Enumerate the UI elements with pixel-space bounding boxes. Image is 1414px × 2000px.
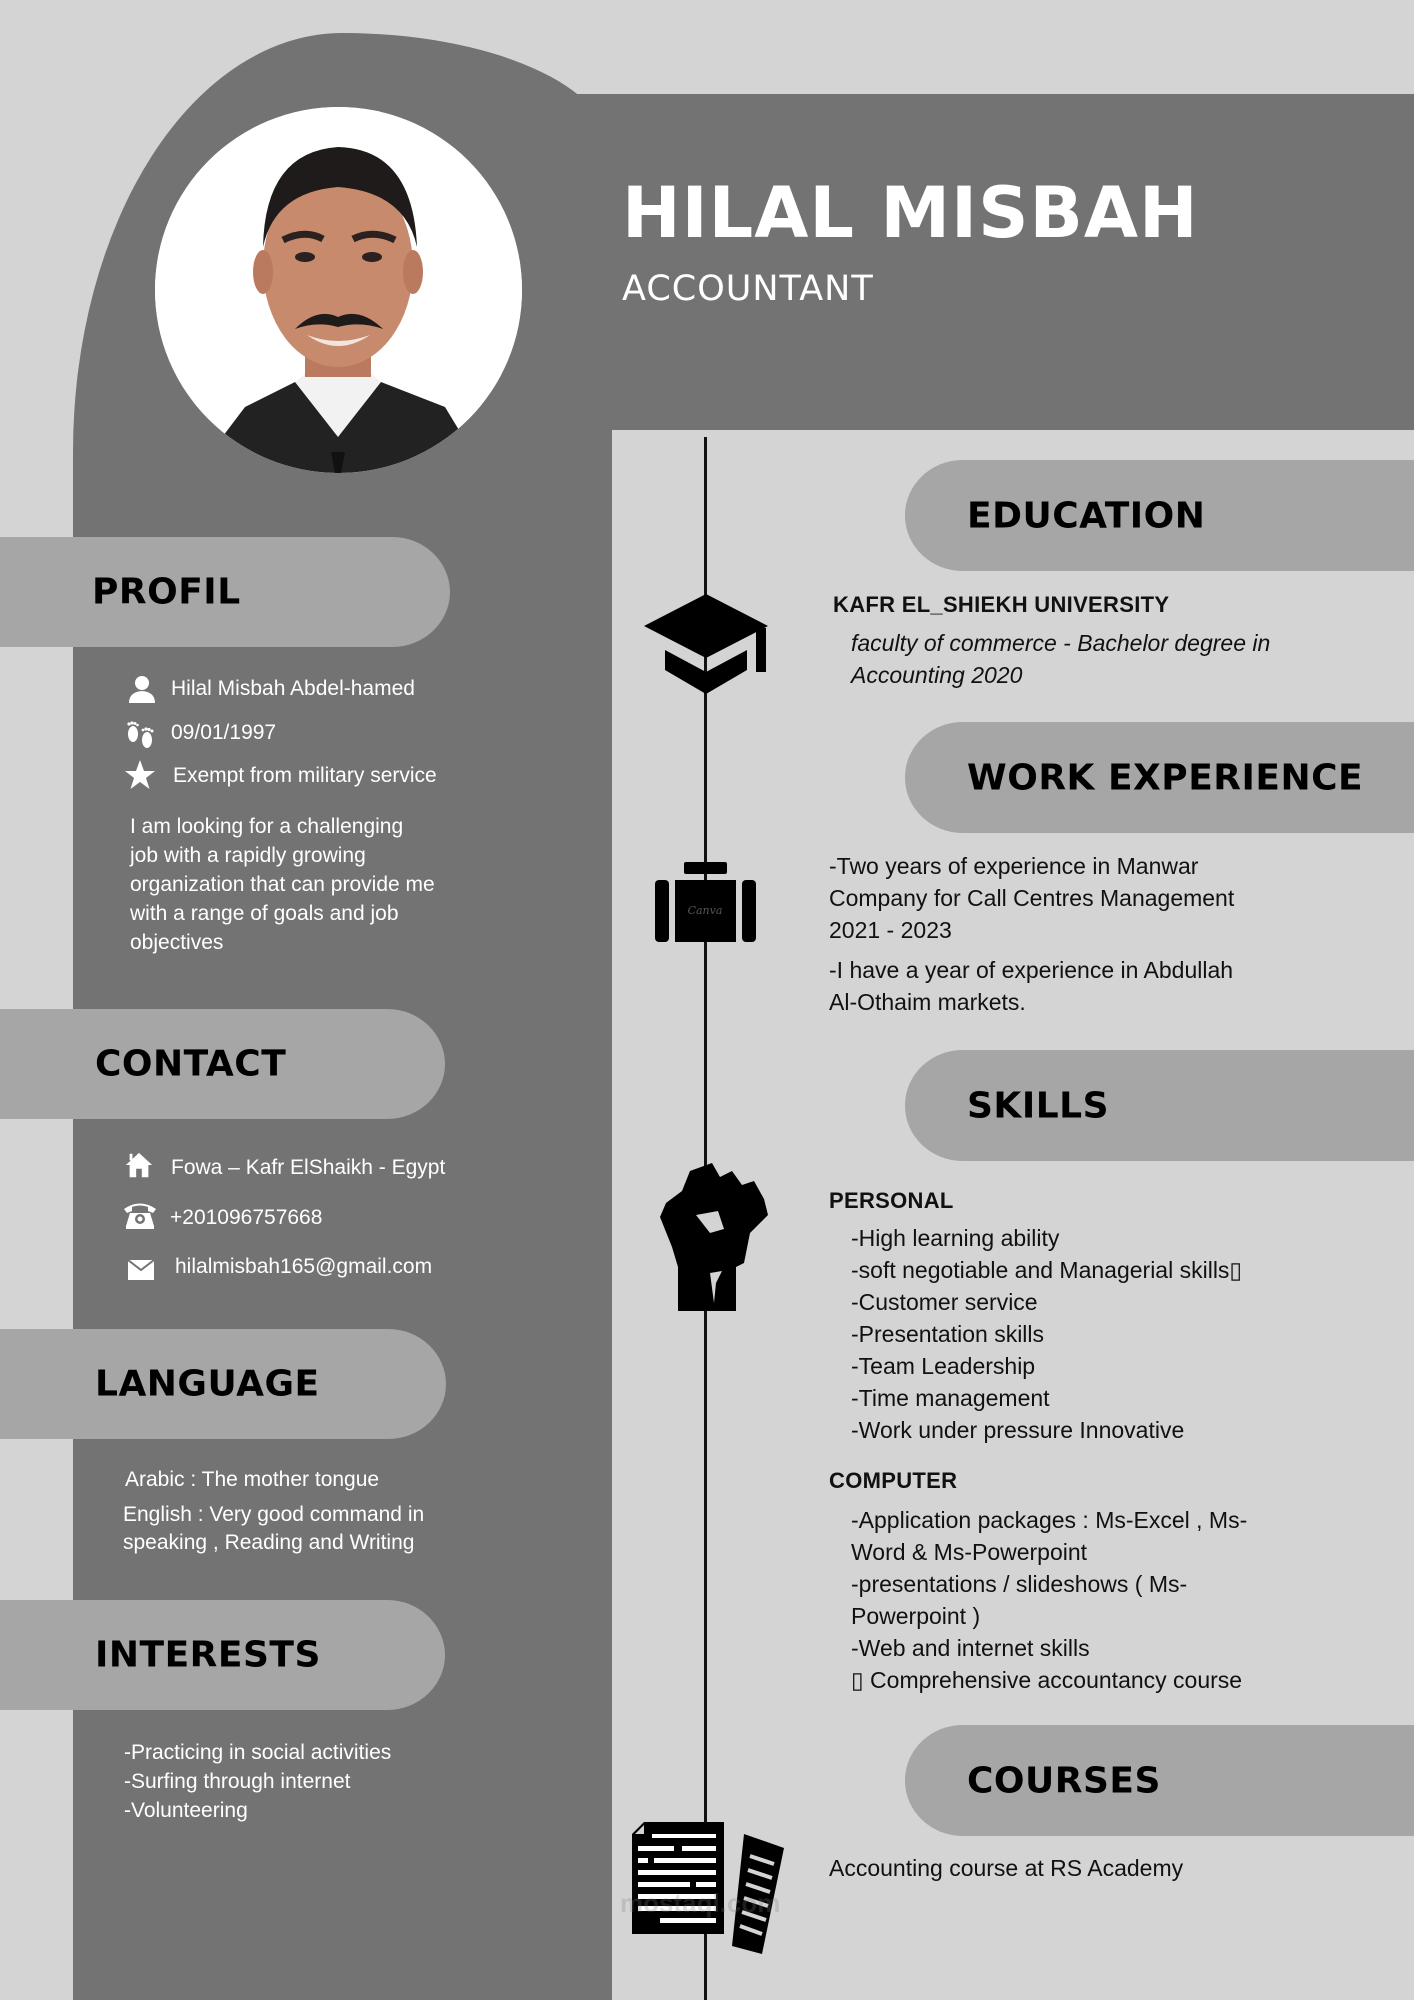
- home-icon: [124, 1150, 154, 1180]
- personal-skills-list: [851, 1222, 1242, 1446]
- section-title: INTERESTS: [95, 1634, 321, 1676]
- skill-item: -soft negotiable and Managerial skills▯: [851, 1257, 1243, 1283]
- section-header-language: [0, 1329, 446, 1439]
- skill-item: -Web and internet skills: [851, 1635, 1090, 1661]
- interest-item: -Practicing in social activities: [124, 1741, 392, 1764]
- job-title: ACCOUNTANT: [622, 269, 874, 309]
- envelope-icon: [128, 1258, 154, 1280]
- skill-item: -High learning ability: [851, 1225, 1060, 1251]
- svg-text:Canva: Canva: [687, 904, 723, 917]
- email-address: hilalmisbah165@gmail.com: [175, 1255, 433, 1278]
- section-title: WORK EXPERIENCE: [967, 757, 1364, 798]
- skill-item: -Customer service: [851, 1289, 1038, 1315]
- section-title: PROFIL: [92, 571, 241, 613]
- profile-summary: I am looking for a challenging job with a rapidly growing organization that can provide me with a range of goals and job objectives: [130, 815, 435, 954]
- skill-item: -Team Leadership: [851, 1353, 1036, 1379]
- profile-photo: [155, 107, 522, 473]
- graduation-cap-icon: [642, 592, 770, 698]
- skill-item: -Application packages : Ms-Excel , Ms-: [851, 1507, 1248, 1533]
- footprints-icon: [124, 718, 156, 750]
- skills-computer-heading: COMPUTER: [829, 1468, 958, 1493]
- degree-details: faculty of commerce - Bachelor degree in Accounting 2020: [851, 630, 1271, 688]
- skill-item: Powerpoint ): [851, 1603, 981, 1629]
- language-english-cont: speaking , Reading and Writing: [123, 1531, 415, 1554]
- skill-item: -presentations / slideshows ( Ms-: [851, 1571, 1188, 1597]
- skill-item: Word & Ms-Powerpoint: [851, 1539, 1088, 1565]
- date-of-birth: 09/01/1997: [171, 721, 277, 744]
- course-item: Accounting course at RS Academy: [829, 1855, 1184, 1881]
- phone-number: +201096757668: [170, 1206, 323, 1229]
- skill-item: -Presentation skills: [851, 1321, 1045, 1347]
- language-arabic: Arabic : The mother tongue: [125, 1468, 380, 1491]
- section-title: CONTACT: [95, 1043, 287, 1085]
- work-entry: -Two years of experience in Manwar Company for Call Centres Management 2021 - 2023: [829, 853, 1235, 943]
- address: Fowa – Kafr ElShaikh - Egypt: [171, 1156, 446, 1179]
- briefcase-icon: [655, 862, 756, 942]
- section-header-education: [905, 460, 1414, 571]
- person-icon: [126, 673, 158, 705]
- skill-item: ▯ Comprehensive accountancy course: [851, 1667, 1243, 1693]
- section-header-skills: [905, 1050, 1414, 1161]
- telephone-icon: [122, 1200, 158, 1230]
- profile-full-name: Hilal Misbah Abdel-hamed: [171, 677, 415, 700]
- star-icon: [124, 759, 156, 791]
- interests-list: [124, 1738, 391, 1825]
- military-status: Exempt from military service: [173, 764, 437, 787]
- raised-fist-icon: [660, 1163, 770, 1311]
- section-title: LANGUAGE: [95, 1363, 320, 1405]
- section-header-profile: [0, 537, 450, 647]
- computer-skills-list: [851, 1504, 1247, 1696]
- section-header-work-experience: [905, 722, 1414, 833]
- section-title: EDUCATION: [967, 495, 1206, 536]
- interest-item: -Surfing through internet: [124, 1770, 351, 1793]
- portrait-image: [155, 107, 522, 473]
- section-title: SKILLS: [967, 1085, 1110, 1126]
- section-header-interests: [0, 1600, 445, 1710]
- section-header-contact: [0, 1009, 445, 1119]
- interest-item: -Volunteering: [124, 1799, 248, 1822]
- section-title: COURSES: [967, 1760, 1161, 1801]
- institution-name: KAFR EL_SHIEKH UNIVERSITY: [833, 592, 1170, 617]
- work-entry: -I have a year of experience in Abdullah Al-Othaim markets.: [829, 957, 1234, 1015]
- skill-item: -Time management: [851, 1385, 1050, 1411]
- skills-personal-heading: PERSONAL: [829, 1188, 954, 1213]
- skill-item: -Work under pressure Innovative: [851, 1417, 1185, 1443]
- candidate-name: HILAL MISBAH: [622, 172, 1199, 254]
- section-header-courses: [905, 1725, 1414, 1836]
- watermark: mostaql.com: [620, 1888, 781, 1918]
- language-english: English : Very good command in: [123, 1503, 425, 1526]
